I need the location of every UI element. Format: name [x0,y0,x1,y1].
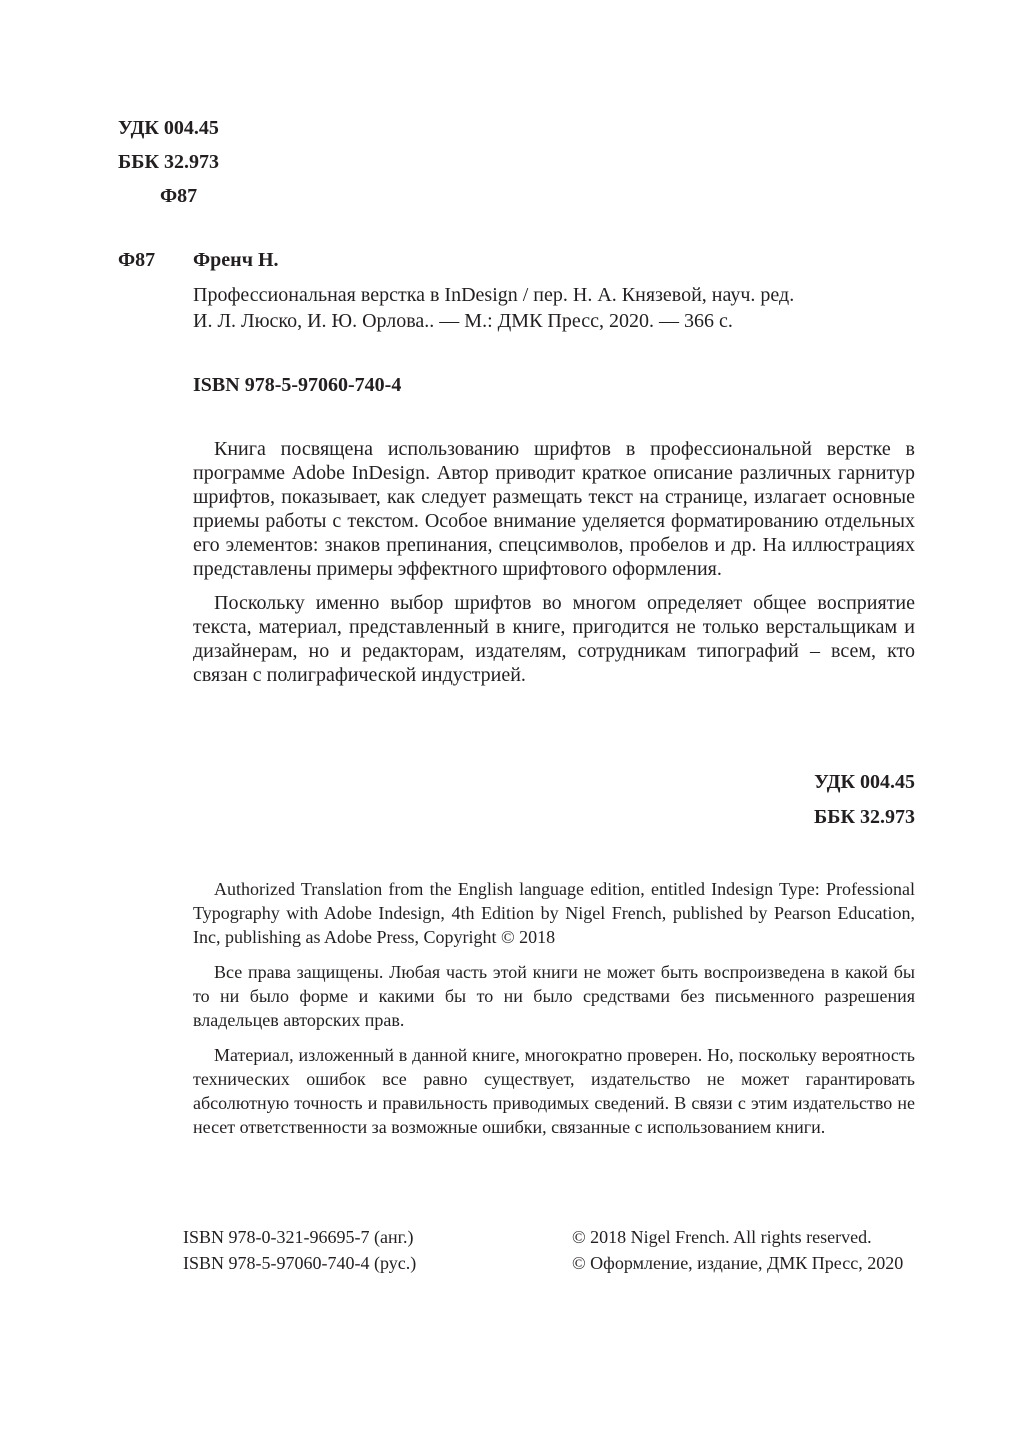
entry-cutter-code: Ф87 [118,249,156,271]
annotation-paragraph-2: Поскольку именно выбор шрифтов во многом определяет общее восприятие текста, материал, представленный в книге, пригодится не только верстальщикам и дизайнерам, но и редакторам, издателям, сотрудникам типографий – всем, кто связан с полиграфической индустрией. [193,592,915,686]
isbn-english: ISBN 978-0-321-96695-7 (анг.) [183,1227,414,1247]
classification-udk: УДК 004.45 [814,771,915,793]
copyright-russian: © Оформление, издание, ДМК Пресс, 2020 [572,1253,904,1273]
bib-description-line-2: И. Л. Люско, И. Ю. Орлова.. — М.: ДМК Пресс, 2020. — 366 с. [193,310,733,332]
annotation-paragraph-1: Книга посвящена использованию шрифтов в профессиональной верстке в программе Adobe InDesign. Автор приводит краткое описание различных гарнитур шрифтов, показывает, как следует размещать текст на странице, излагает основные приемы работы с текстом. Особое внимание уделяется форматированию отдельных его элементов: знаков препинания, спецсимволов, пробелов и др. На иллюстрациях представлены примеры эффектного шрифтового оформления. [193,438,915,580]
isbn-russian: ISBN 978-5-97060-740-4 (рус.) [183,1253,417,1273]
author-name: Френч Н. [193,249,279,271]
cutter-code: Ф87 [160,185,198,207]
udk-code: УДК 004.45 [118,117,219,139]
bbk-code: ББК 32.973 [118,151,219,173]
annotation [193,437,915,687]
bib-description-line-1: Профессиональная верстка в InDesign / пер. Н. А. Князевой, науч. ред. [193,284,795,306]
rights-notice: Все права защищены. Любая часть этой книги не может быть воспроизведена в какой бы то ни было форме и какими бы то ни было средствами без письменного разрешения владельцев авторских прав. [193,962,915,1030]
classification-bbk: ББК 32.973 [814,806,915,828]
copyright-english: © 2018 Nigel French. All rights reserved. [572,1227,872,1247]
disclaimer: Материал, изложенный в данной книге, многократно проверен. Но, поскольку вероятность технических ошибок все равно существует, издательство не может гарантировать абсолютную точность и правильность приводимых сведений. В связи с этим издательство не несет ответственности за возможные ошибки, связанные с использованием книги. [193,1045,915,1137]
isbn: ISBN 978-5-97060-740-4 [193,374,402,396]
legal-notices [193,877,915,1139]
translation-notice: Authorized Translation from the English language edition, entitled Indesign Type: Professional Typography with Adobe Indesign, 4th Edition by Nigel French, published by Pearson Education, Inc, publishing as Adobe Press, Copyright © 2018 [193,879,915,947]
